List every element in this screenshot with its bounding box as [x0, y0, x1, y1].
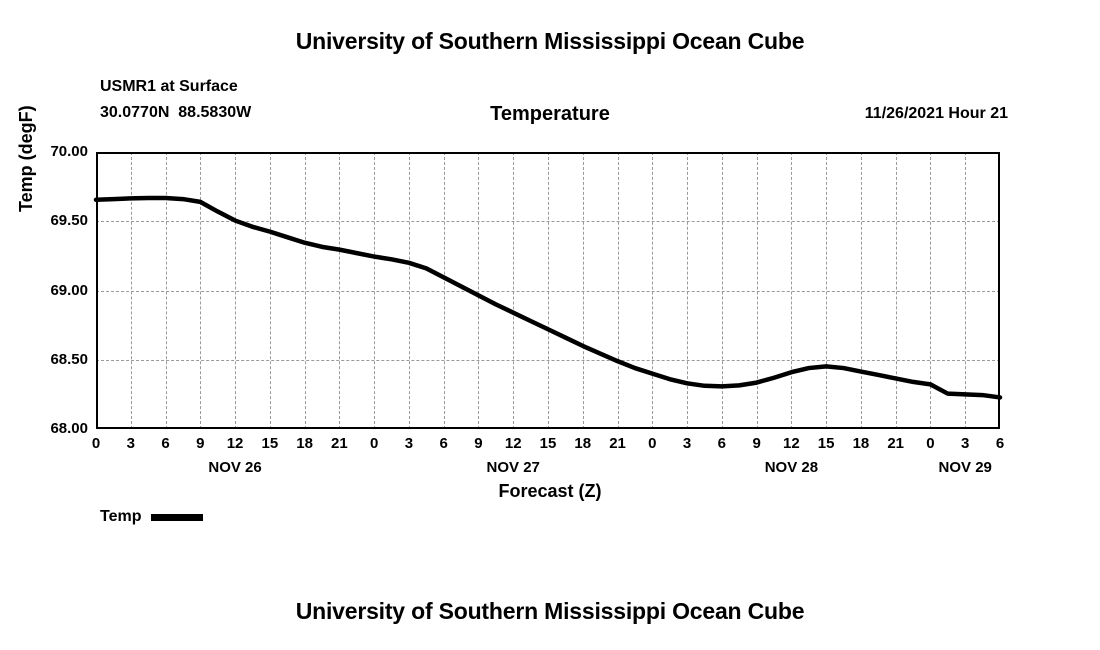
plot-area — [96, 152, 1000, 429]
x-axis-tick-label: 6 — [161, 435, 170, 452]
chart-title: Temperature — [490, 103, 610, 125]
x-axis-tick-label: 15 — [539, 435, 557, 452]
x-axis-tick-label: 9 — [474, 435, 483, 452]
x-axis-tick-label: 12 — [783, 435, 800, 452]
legend — [100, 508, 203, 526]
y-axis-tick-label: 70.00 — [50, 143, 88, 160]
x-axis-tick-label: 12 — [226, 435, 244, 452]
x-axis-tick-label: 9 — [196, 435, 205, 452]
x-axis-tick-label: 0 — [91, 435, 101, 452]
x-axis-tick-label: 21 — [609, 435, 626, 452]
page-title-top: University of Southern Mississippi Ocean Cube — [295, 28, 805, 54]
x-axis-tick-label: 3 — [961, 435, 970, 452]
x-axis-day-label: NOV 28 — [764, 459, 819, 476]
x-axis-tick-label: 3 — [404, 435, 414, 452]
y-axis-tick-label: 69.50 — [50, 212, 88, 230]
y-axis-label: Temp (degF) — [16, 105, 36, 212]
x-axis-tick-label: 18 — [852, 435, 870, 452]
x-axis-tick-label: 18 — [296, 435, 313, 452]
x-axis-tick-label: 6 — [717, 435, 727, 452]
y-axis-tick-label: 68.50 — [50, 350, 88, 368]
run-timestamp: 11/26/2021 Hour 21 — [864, 105, 1008, 122]
x-axis-tick-label: 15 — [817, 435, 835, 452]
page-title-bottom: University of Southern Mississippi Ocean Cube — [295, 598, 805, 624]
x-axis-tick-label: 0 — [648, 435, 657, 452]
y-axis-tick-label: 69.00 — [50, 281, 88, 299]
x-axis-label: Forecast (Z) — [498, 481, 602, 501]
x-axis-tick-label: 6 — [439, 435, 448, 452]
x-axis-tick-label: 18 — [574, 435, 592, 452]
x-axis-tick-label: 12 — [504, 435, 522, 452]
station-coordinates: 30.0770N 88.5830W — [100, 104, 252, 121]
x-axis-day-label: NOV 27 — [486, 459, 540, 476]
legend-label-temp: Temp — [100, 508, 142, 525]
series-temp-line — [96, 152, 1000, 429]
x-axis-tick-label: 9 — [752, 435, 761, 452]
station-name: USMR1 at Surface — [100, 78, 238, 95]
x-axis-day-label: NOV 29 — [938, 459, 992, 476]
x-axis-tick-label: 21 — [887, 435, 905, 452]
x-axis-tick-label: 21 — [331, 435, 348, 452]
y-axis-tick-label: 68.00 — [50, 420, 88, 437]
x-axis-tick-label: 3 — [126, 435, 135, 452]
legend-swatch-temp — [151, 514, 203, 521]
x-axis-tick-label: 15 — [261, 435, 279, 452]
x-axis-tick-label: 6 — [995, 435, 1005, 452]
x-axis-day-label: NOV 26 — [208, 459, 262, 476]
x-axis-tick-label: 0 — [926, 435, 935, 452]
x-axis-tick-label: 0 — [369, 435, 379, 452]
x-axis-tick-label: 3 — [682, 435, 692, 452]
